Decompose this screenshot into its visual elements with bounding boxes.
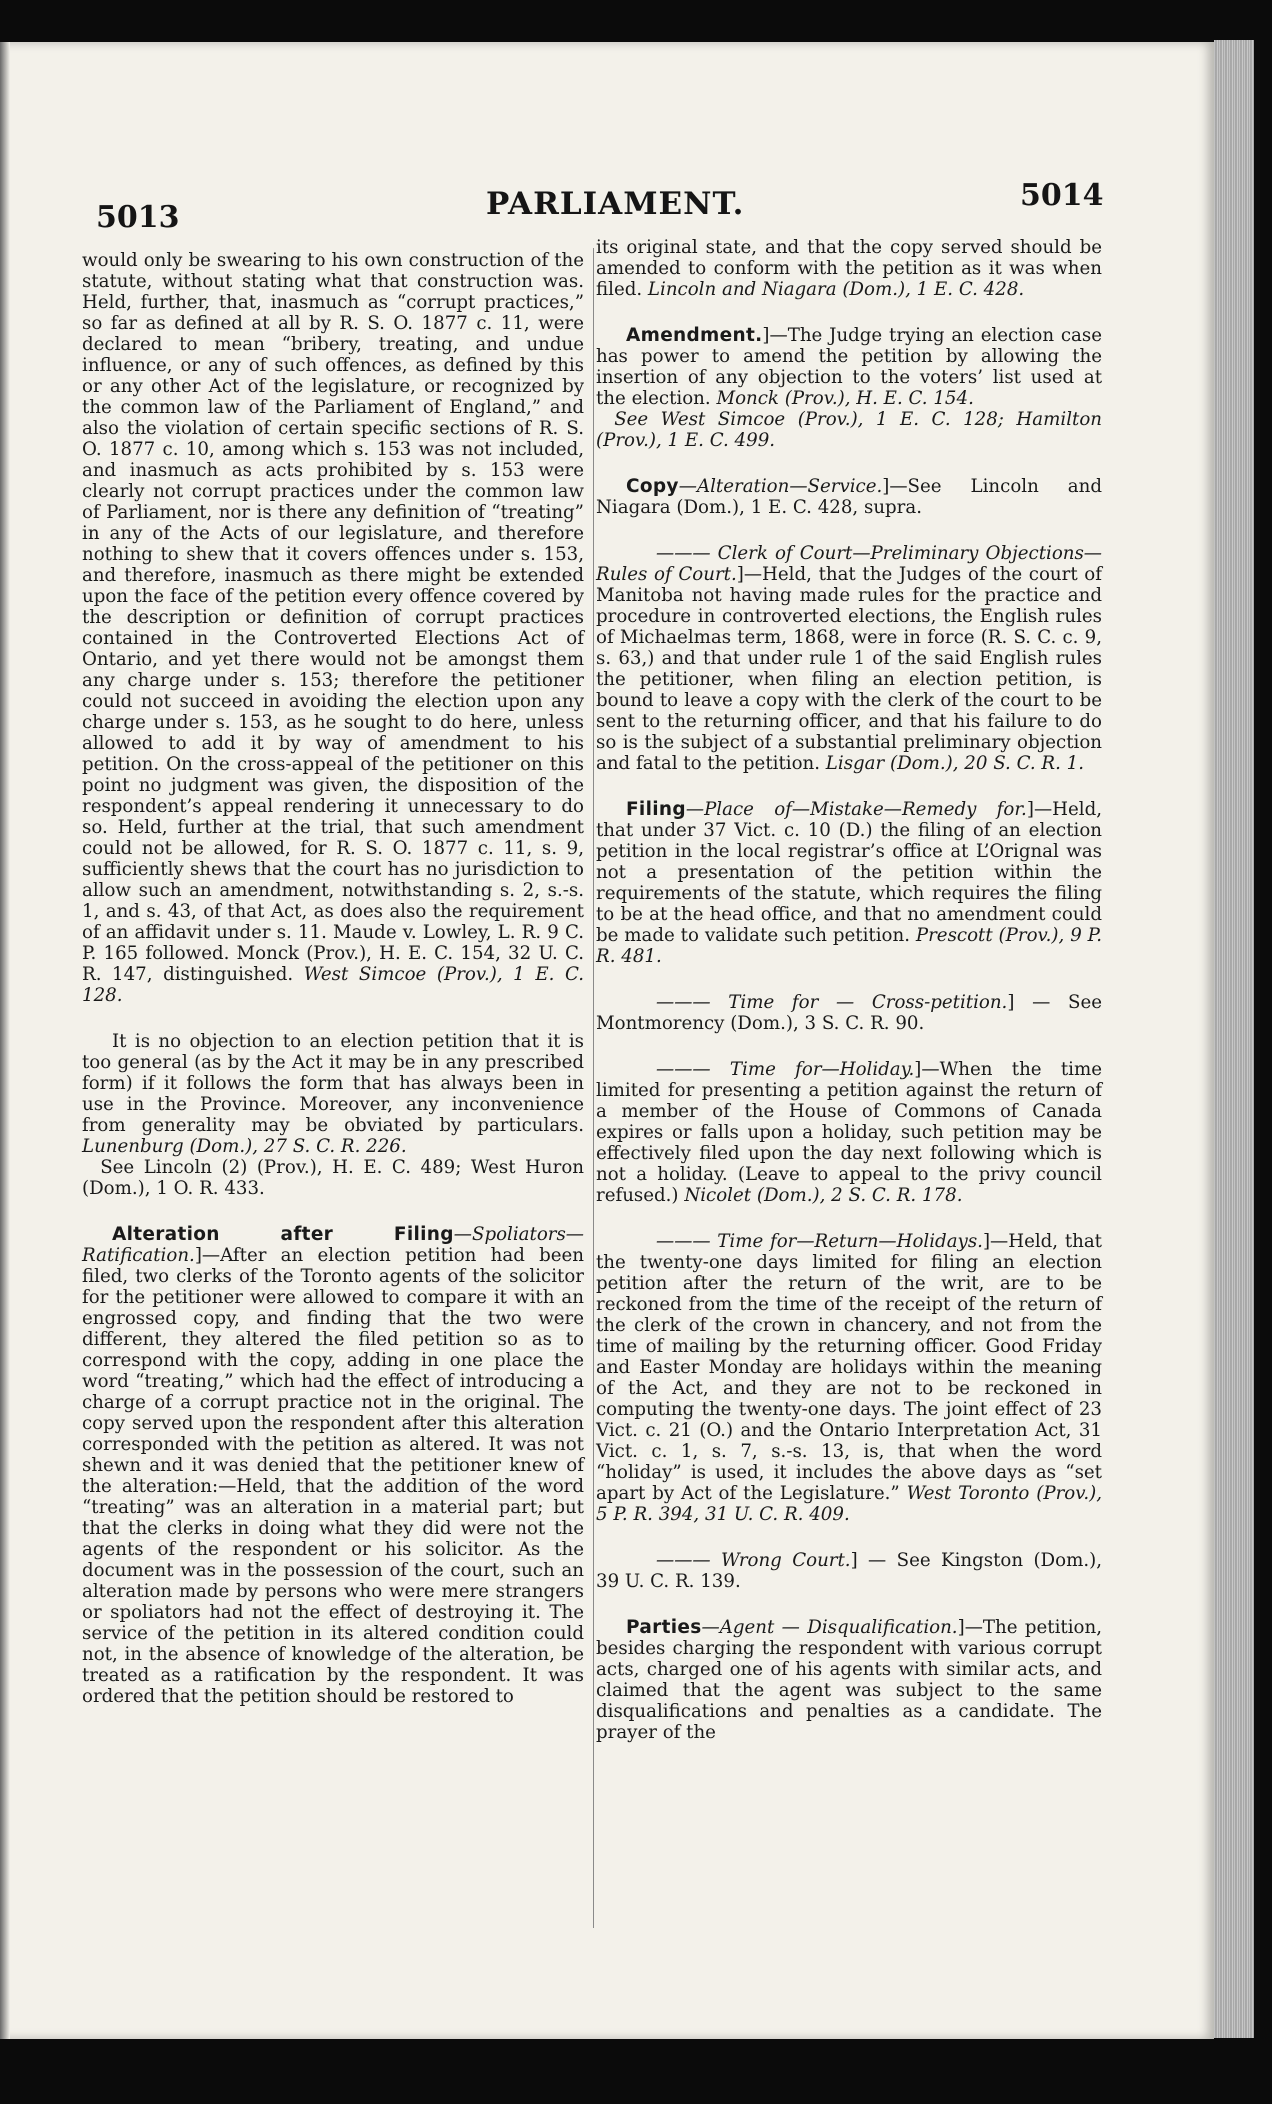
page-fold-shadow	[0, 42, 10, 2039]
left-column	[82, 250, 584, 1732]
paragraph-general-petition	[82, 1031, 584, 1199]
page-number-right: 5014	[1020, 178, 1104, 213]
entry-alteration-after-filing	[82, 1224, 584, 1707]
entry-subheading: ——— Wrong Court.	[656, 1550, 851, 1571]
case-citation: Prescott (Prov.), 9 P. R. 481.	[596, 925, 1102, 967]
running-head: PARLIAMENT.	[486, 186, 745, 222]
page-number-left: 5013	[96, 200, 180, 235]
case-citation: Nicolet (Dom.), 2 S. C. R. 178.	[684, 1185, 963, 1206]
entry-subheading: ——— Time for—Holiday.	[656, 1059, 915, 1080]
entry-subheading: —Place of—Mistake—Remedy for.	[685, 799, 1027, 820]
entry-subheading: —Agent — Disqualification.	[701, 1617, 958, 1638]
entry-text: ]—Held, that the twenty-one days limited for filing an election petition after the return of the writ, are to be reckoned from the time of the receipt of the return of the clerk of the crown in chancery, and not from the time of mailing by the returning officer. Good Friday and Easter Monday are holidays within the meaning of the Act, and they are not to be reckoned in computing the twenty-one days. The joint effect of 23 Vict. c. 21 (O.) and the Ontario Interpretation Act, 31 Vict. c. 1, s. 7, s.-s. 13, is, that when the word “holiday” is used, it includes the above days as “set apart by Act of the Legislature.”	[596, 1231, 1102, 1504]
case-citation: Lisgar (Dom.), 20 S. C. R. 1.	[825, 753, 1085, 774]
right-column	[596, 237, 1102, 1768]
entry-filing	[596, 799, 1102, 967]
entry-text: ]—The petition, besides charging the respondent with various corrupt acts, charged one of his agents with similar acts, and claimed that the agent was subject to the same disqualifications and penalties as a candidate. The prayer of the	[596, 1617, 1103, 1743]
case-citation: West Simcoe (Prov.), 1 E. C. 128.	[82, 964, 584, 1006]
paragraph-text: its original state, and that the copy served should be amended to conform with the petition as it was when filed.	[596, 237, 1102, 300]
entry-text: ] — See Kingston (Dom.), 39 U. C. R. 139.	[596, 1550, 1102, 1592]
entry-heading: Amendment.	[626, 325, 763, 346]
page-edge-stack	[1214, 40, 1254, 2038]
entry-time-holiday	[596, 1059, 1102, 1206]
case-citation: Lincoln and Niagara (Dom.), 1 E. C. 428.	[647, 279, 1025, 300]
entry-heading: Alteration after Filing	[112, 1224, 454, 1245]
entry-wrong-court	[596, 1550, 1102, 1592]
entry-cross-petition	[596, 992, 1102, 1034]
entry-text: ]—When the time limited for presenting a petition against the return of a member of the House of Commons of Canada expires or falls upon a holiday, such petition may be effectively filed upon the day next following which is not a holiday. (Leave to appeal to the privy council refused.)	[596, 1059, 1102, 1206]
entry-amendment	[596, 325, 1102, 451]
entry-parties	[596, 1617, 1102, 1743]
entry-text: ]—The Judge trying an election case has power to amend the petition by allowing the insertion of any objection to the voters’ list used at the election.	[596, 325, 1102, 409]
column-divider	[593, 248, 594, 1928]
entry-heading: Parties	[626, 1617, 702, 1638]
entry-subheading: —Spoliators—Ratification.	[82, 1224, 584, 1266]
entry-subheading: —Alteration—Service.	[678, 476, 883, 497]
entry-time-return-holidays	[596, 1231, 1102, 1525]
case-citation: West Toronto (Prov.), 5 P. R. 394, 31 U. C. R. 409.	[596, 1483, 1102, 1525]
entry-subheading: ——— Clerk of Court—Preliminary Objections—Rules of Court.	[596, 543, 1102, 585]
see-also-citation: See West Simcoe (Prov.), 1 E. C. 128; Hamilton (Prov.), 1 E. C. 499.	[596, 409, 1102, 451]
entry-heading: Filing	[626, 799, 686, 820]
entry-text: ]—Held, that under 37 Vict. c. 10 (D.) the filing of an election petition in the local registrar’s office at L’Orignal was not a presentation of the petition within the requirements of the statute, which requires the filing to be at the head office, and that no amendment could be made to validate such petition.	[596, 799, 1102, 946]
entry-text: ]—See Lincoln and Niagara (Dom.), 1 E. C. 428, supra.	[596, 476, 1102, 518]
entry-text: ]—After an election petition had been filed, two clerks of the Toronto agents of the solicitor for the petitioner were allowed to compare it with an engrossed copy, and finding that the two were different, they altered the filed petition so as to correspond with the copy, adding in one place the word “treating,” which had the effect of introducing a charge of a corrupt practice not in the original. The copy served upon the respondent after this alteration corresponded with the petition as altered. It was not shewn and it was denied that the petitioner knew of the alteration:—Held, that the addition of the word “treating” was an alteration in a material part; but that the clerks in doing what they did were not the agents of the respondent or his solicitor. As the document was in the possession of the court, such an alteration made by persons who were mere strangers or spoliators had not the effect of destroying it. The service of the petition in its altered condition could not, in the absence of knowledge of the alteration, be treated as a ratification by the respondent. It was ordered that the petition should be restored to	[82, 1245, 584, 1707]
entry-clerk-of-court	[596, 543, 1102, 774]
paragraph-construction	[82, 250, 584, 1006]
entry-heading: Copy	[626, 476, 679, 497]
entry-copy	[596, 476, 1102, 518]
paragraph-original-state	[596, 237, 1102, 300]
paragraph-text: would only be swearing to his own construction of the statute, without stating what that construction was. Held, further, that, inasmuch as “corrupt practices,” so far as defined at all by R. S. O. 1877 c. 11, were declared to mean “bribery, treating, and undue influence, or any of such offences, as defined by this or any other Act of the legislature, or recognized by the common law of the Parliament of England,” and also the violation of certain specific sections of R. S. O. 1877 c. 10, among which s. 153 was not included, and inasmuch as acts prohibited by s. 153 were clearly not corrupt practices under the common law of Parliament, nor is there any definition of “treating” in any of the Acts of our legislature, and therefore nothing to shew that it covers offences under s. 153, and therefore, inasmuch as there might be extended upon the face of the petition every offence covered by the description or definition of corrupt practices contained in the Controverted Elections Act of Ontario, and yet there would not be amongst them any charge under s. 153; therefore the petitioner could not succeed in avoiding the election upon any charge under s. 153, as he sought to do here, unless allowed to add it by way of amendment to his petition. On the cross-appeal of the petitioner on this point no judgment was given, the disposition of the respondent’s appeal rendering it unnecessary to do so. Held, further at the trial, that such amendment could not be allowed, for R. S. O. 1877 c. 11, s. 9, sufficiently shews that the court has no jurisdiction to allow such an amendment, notwithstanding s. 2, s.-s. 1, and s. 43, of that Act, as does also the requirement of an affidavit under s. 11. Maude v. Lowley, L. R. 9 C. P. 165 followed. Monck (Prov.), H. E. C. 154, 32 U. C. R. 147, distinguished.	[82, 250, 584, 985]
entry-subheading: ——— Time for—Return—Holidays.	[656, 1231, 983, 1252]
entry-subheading: ——— Time for — Cross-petition.	[656, 992, 1008, 1013]
case-citation: Lunenburg (Dom.), 27 S. C. R. 226.	[82, 1136, 407, 1157]
case-citation: Monck (Prov.), H. E. C. 154.	[716, 388, 974, 409]
entry-text: ]—Held, that the Judges of the court of Manitoba not having made rules for the practice and procedure in controverted elections, the English rules of Michaelmas term, 1868, were in force (R. S. C. c. 9, s. 63,) and that under rule 1 of the said English rules the petitioner, when filing an election petition, is bound to leave a copy with the clerk of the court to be sent to the returning officer, and that his failure to do so is the subject of a substantial preliminary objection and fatal to the petition.	[596, 564, 1102, 774]
see-also-citation: See Lincoln (2) (Prov.), H. E. C. 489; West Huron (Dom.), 1 O. R. 433.	[82, 1157, 584, 1199]
entry-text: ] — See Montmorency (Dom.), 3 S. C. R. 90.	[596, 992, 1102, 1034]
paragraph-text: It is no objection to an election petition that it is too general (as by the Act it may be in any prescribed form) if it follows the form that has always been in use in the Province. Moreover, any inconvenience from generality may be obviated by particulars.	[82, 1031, 584, 1136]
